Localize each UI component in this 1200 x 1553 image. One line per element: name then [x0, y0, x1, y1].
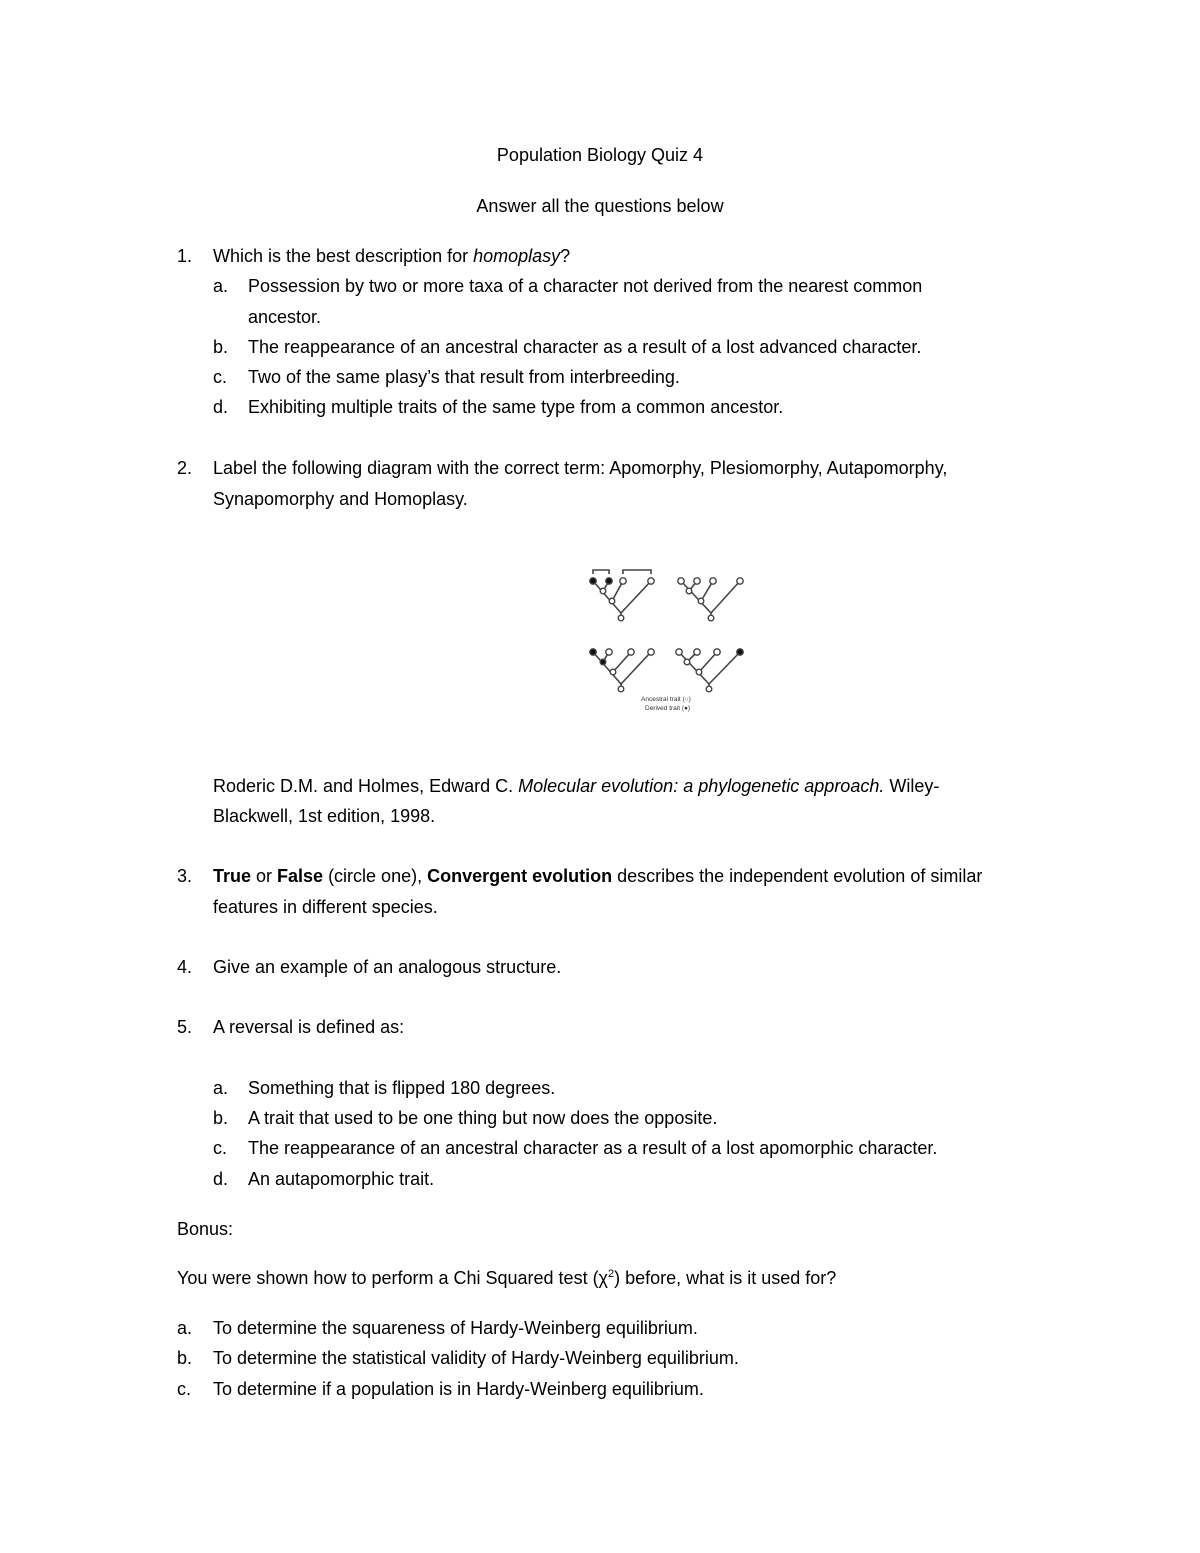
option-letter: b.: [213, 337, 229, 357]
page-title: Population Biology Quiz 4: [496, 145, 704, 165]
legend-derived: Derived trait (●): [645, 705, 691, 712]
citation: Roderic D.M. and Holmes, Edward C. Molecular evolution: a phylogenetic approach. Wiley-: [213, 776, 940, 796]
question-number: 2.: [177, 458, 193, 478]
question-text: You were shown how to perform a Chi Squared test $(\chi^2)$ before, what is it used for?: [177, 1268, 837, 1288]
bonus-label: Bonus:: [177, 1219, 234, 1239]
question-text: Which is the best description for homoplasy?: [213, 246, 571, 266]
phylogeny-diagram: [583, 565, 753, 717]
question-number: 1.: [177, 246, 193, 266]
true-option[interactable]: True: [213, 866, 252, 886]
option-text: Possession by two or more taxa of a character not derived from the nearest common: [248, 276, 923, 296]
option-letter: c.: [213, 367, 228, 387]
option-text: To determine the statistical validity of Hardy-Weinberg equilibrium.: [213, 1348, 739, 1368]
question-text: True or False (circle one), Convergent evolution describes the independent evolution of similar: [213, 866, 983, 886]
option-letter: d.: [213, 1169, 229, 1189]
question-number: 3.: [177, 866, 193, 886]
false-option[interactable]: False: [277, 866, 324, 886]
option-letter: c.: [213, 1138, 228, 1158]
option-text: Two of the same plasy’s that result from interbreeding.: [248, 367, 680, 387]
option-letter: b.: [177, 1348, 193, 1368]
page-subtitle: Answer all the questions below: [476, 196, 724, 216]
question-text: Give an example of an analogous structure.: [213, 957, 562, 977]
option-text: To determine if a population is in Hardy-Weinberg equilibrium.: [213, 1379, 704, 1399]
question-number: 5.: [177, 1017, 193, 1037]
question-text: Label the following diagram with the correct term: Apomorphy, Plesiomorphy, Autapomorphy,: [213, 458, 948, 478]
citation-continued: Blackwell, 1st edition, 1998.: [213, 806, 436, 826]
option-text: An autapomorphic trait.: [248, 1169, 435, 1189]
question-number: 4.: [177, 957, 193, 977]
option-text: The reappearance of an ancestral character as a result of a lost advanced character.: [248, 337, 922, 357]
option-text: A trait that used to be one thing but now does the opposite.: [248, 1108, 718, 1128]
option-text: Exhibiting multiple traits of the same type from a common ancestor.: [248, 397, 784, 417]
option-letter: a.: [213, 276, 229, 296]
option-letter: c.: [177, 1379, 192, 1399]
option-letter: d.: [213, 397, 229, 417]
option-text: Something that is flipped 180 degrees.: [248, 1078, 556, 1098]
legend-ancestral: Ancestral trait (○): [641, 696, 691, 703]
option-letter: b.: [213, 1108, 229, 1128]
question-text-continued: Synapomorphy and Homoplasy.: [213, 489, 468, 509]
question-text: A reversal is defined as:: [213, 1017, 405, 1037]
option-letter: a.: [177, 1318, 193, 1338]
option-text: The reappearance of an ancestral character as a result of a lost apomorphic character.: [248, 1138, 938, 1158]
option-text: To determine the squareness of Hardy-Weinberg equilibrium.: [213, 1318, 698, 1338]
option-text-continued: ancestor.: [248, 307, 322, 327]
question-text-continued: features in different species.: [213, 897, 438, 917]
option-letter: a.: [213, 1078, 229, 1098]
